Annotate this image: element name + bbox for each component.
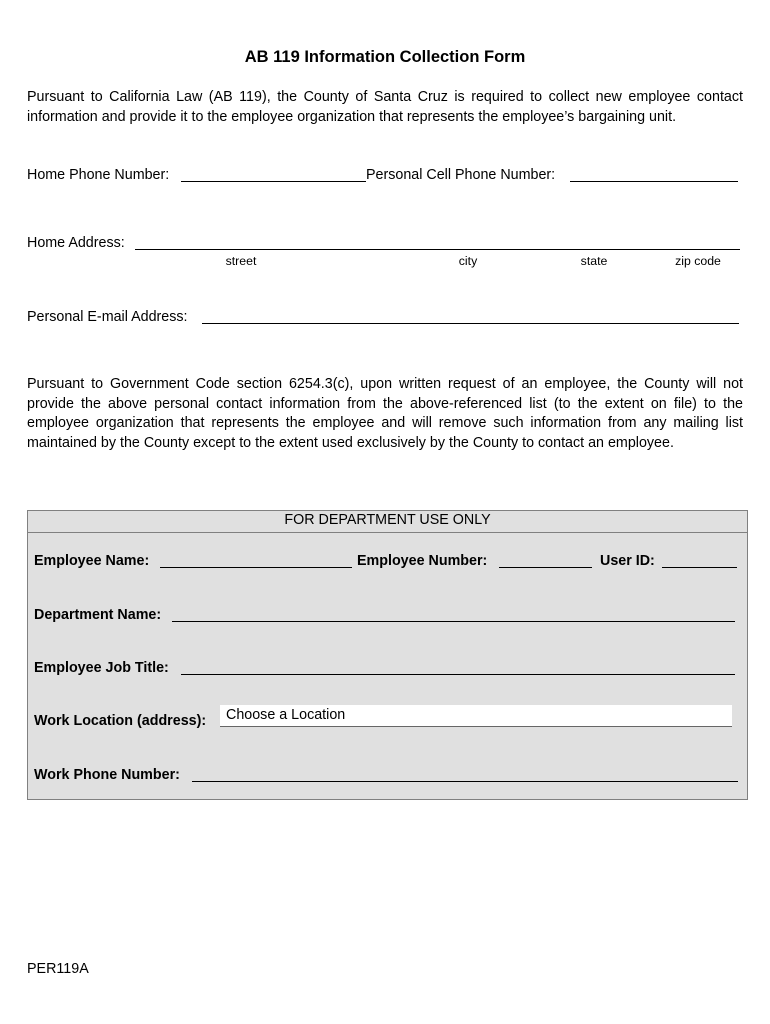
- user-id-label: User ID:: [600, 553, 655, 569]
- cell-phone-field[interactable]: [570, 181, 738, 182]
- job-title-label: Employee Job Title:: [34, 660, 169, 676]
- address-city-caption: city: [458, 254, 478, 268]
- notice-paragraph: Pursuant to Government Code section 6254.3(c), upon written request of an employee, the County will not provide the above personal contact information from the above-referenced list (to the extent on file) to the employee organization that represents the employee and will remove such information from any mailing list maintained by the County except to the extent used exclusively by the County to contact an employee.: [27, 376, 743, 451]
- employee-name-field[interactable]: [160, 567, 352, 568]
- department-name-field[interactable]: [172, 621, 735, 622]
- home-address-label: Home Address:: [27, 235, 125, 251]
- work-location-label: Work Location (address):: [34, 713, 207, 729]
- job-title-field[interactable]: [181, 674, 735, 675]
- department-name-label: Department Name:: [34, 607, 162, 623]
- work-phone-label: Work Phone Number:: [34, 767, 180, 783]
- address-zip-caption: zip code: [675, 254, 721, 268]
- employee-number-field[interactable]: [499, 567, 592, 568]
- work-location-select[interactable]: Choose a Location: [220, 705, 732, 727]
- department-use-header: FOR DEPARTMENT USE ONLY: [27, 510, 748, 533]
- email-label: Personal E-mail Address:: [27, 309, 188, 325]
- cell-phone-label: Personal Cell Phone Number:: [366, 167, 556, 183]
- home-phone-field[interactable]: [181, 181, 366, 182]
- employee-name-label: Employee Name:: [34, 553, 150, 569]
- email-field[interactable]: [202, 323, 739, 324]
- address-state-caption: state: [580, 254, 608, 268]
- intro-paragraph: Pursuant to California Law (AB 119), the County of Santa Cruz is required to collect new employee contact information and provide it to the employee organization that represents the employee’s bargaining unit.: [27, 89, 743, 125]
- form-title: AB 119 Information Collection Form: [244, 48, 526, 66]
- form-code: PER119A: [27, 961, 89, 977]
- address-street-caption: street: [225, 254, 257, 268]
- home-phone-label: Home Phone Number:: [27, 167, 170, 183]
- work-phone-field[interactable]: [192, 781, 738, 782]
- home-address-field[interactable]: [135, 249, 740, 250]
- user-id-field[interactable]: [662, 567, 737, 568]
- employee-number-label: Employee Number:: [357, 553, 488, 569]
